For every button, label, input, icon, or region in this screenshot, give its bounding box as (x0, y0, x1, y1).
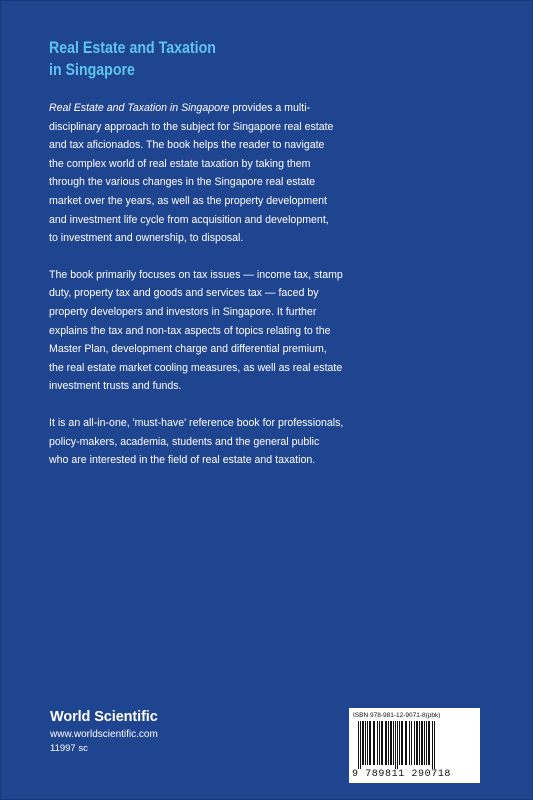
description-line: disciplinary approach to the subject for Singapore real estate (49, 120, 334, 133)
barcode-bar (393, 721, 394, 765)
barcode-bar (367, 721, 368, 765)
description-line: Master Plan, development charge and differential premium, (49, 343, 327, 356)
barcode-guard-bar (434, 721, 435, 769)
barcode-bar (381, 721, 383, 765)
barcode-bar (379, 721, 380, 765)
barcode-guard-bar (358, 721, 359, 769)
publisher-url: www.worldscientific.com (50, 729, 158, 740)
description-line: and tax aficionados. The book helps the reader to navigate (49, 139, 325, 152)
barcode-bar (419, 721, 420, 765)
description-line: and investment life cycle from acquisition and development, (49, 213, 329, 226)
book-title-line-1: Real Estate and Taxation (49, 39, 216, 57)
barcode-bar (411, 721, 412, 765)
barcode-guard-bar (360, 721, 361, 769)
description-line: investment trusts and funds. (49, 380, 182, 393)
book-title-line-2: in Singapore (49, 61, 135, 79)
barcode-guard-bar (432, 721, 433, 769)
barcode-bar (399, 721, 400, 765)
description-line: market over the years, as well as the property development (49, 194, 327, 207)
description-line: It is an all-in-one, 'must-have' reference book for professionals, (49, 416, 344, 429)
barcode-bar (373, 721, 375, 765)
description-paragraph-1 (49, 99, 369, 248)
barcode-bar (390, 721, 392, 765)
barcode-bar (421, 721, 423, 765)
description-line: property developers and investors in Singapore. It further (49, 305, 317, 318)
barcode-bar (428, 721, 430, 765)
isbn-label: ISBN 978-981-12-9071-8(pbk) (353, 712, 441, 719)
barcode-bar (369, 721, 371, 765)
description-paragraph-3 (49, 414, 369, 470)
barcode-digits: 9 789811 290718 (352, 769, 452, 780)
description-line: who are interested in the field of real estate and taxation. (49, 454, 316, 467)
description-line: policy-makers, academia, students and the general public (49, 435, 320, 448)
description-line: through the various changes in the Singapore real estate (49, 176, 316, 189)
barcode-bar (405, 721, 407, 765)
barcode-bar (388, 721, 389, 765)
title-reference: Real Estate and Taxation in Singapore (49, 102, 230, 114)
description-line: The book primarily focuses on tax issues — income tax, stamp (49, 268, 343, 281)
barcode-bar (414, 721, 415, 765)
description-line: duty, property tax and goods and services tax — faced by (49, 287, 319, 300)
barcode-bar (424, 721, 425, 765)
description-line: the complex world of real estate taxation by taking them (49, 157, 311, 170)
barcode-bar (362, 721, 364, 765)
publisher-block (50, 708, 158, 755)
barcode-bars (354, 721, 475, 769)
barcode-guard-bar (395, 721, 396, 769)
barcode-bar (365, 721, 366, 765)
barcode-bar (426, 721, 427, 765)
description-paragraph-2 (49, 266, 369, 396)
book-description (49, 99, 369, 488)
barcode-bar (401, 721, 403, 765)
description-line: Real Estate and Taxation in Singapore provides a multi- (49, 102, 311, 114)
description-line: explains the tax and non-tax aspects of topics relating to the (49, 324, 331, 337)
book-title (49, 37, 307, 81)
description-line: to investment and ownership, to disposal. (49, 232, 244, 245)
barcode (349, 708, 480, 783)
barcode-bar (409, 721, 410, 765)
barcode-guard-bar (397, 721, 398, 769)
description-line: the real estate market cooling measures, as well as real estate (49, 361, 343, 374)
barcode-bar (385, 721, 387, 765)
barcode-bar (416, 721, 418, 765)
barcode-bar (377, 721, 378, 765)
catalog-code: 11997 sc (50, 743, 88, 754)
publisher-name: World Scientific (50, 709, 158, 725)
